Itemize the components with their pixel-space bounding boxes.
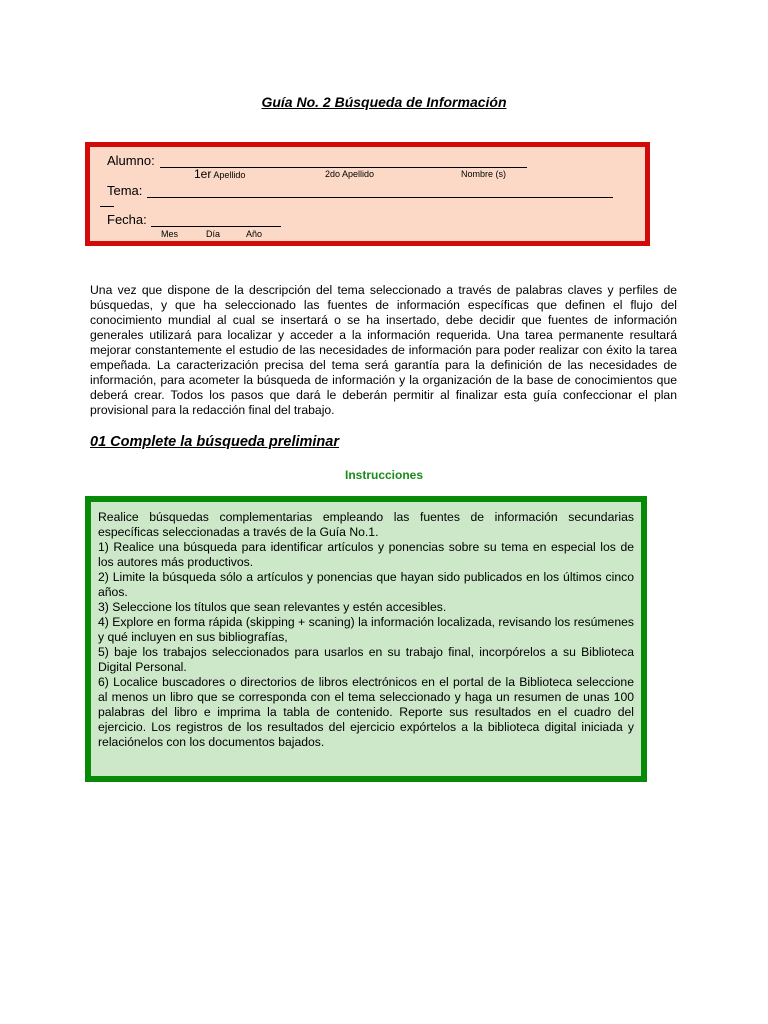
instruction-item-5: 5) baje los trabajos seleccionados para usarlos en su trabajo final, incorpórelos a su Biblioteca Digital Personal. (98, 645, 634, 674)
instructions-box (85, 496, 647, 782)
fecha-line (151, 226, 281, 227)
student-info-box (85, 142, 650, 246)
instruction-item-1: 1) Realice una búsqueda para identificar artículos y ponencias sobre su tema en especial los de los autores más productivos. (98, 540, 634, 569)
primer-apellido-caption: 1er Apellido (194, 167, 246, 181)
tema-label: Tema: (107, 183, 143, 198)
instructions-heading: Instrucciones (344, 468, 424, 482)
instruction-item-2: 2) Limite la búsqueda sólo a artículos y ponencias que hayan sido publicados en los últimos cinco años. (98, 570, 634, 599)
alumno-label: Alumno: (107, 153, 155, 168)
nombre-caption: Nombre (s) (461, 169, 507, 179)
intro-paragraph: Una vez que dispone de la descripción del tema seleccionado a través de palabras claves y perfiles de búsquedas, y que ha seleccionado las fuentes de información específicas que definen el flujo del conocimiento mundial al cual se insertará o se ha insertado, debe decidir que fuentes de información generales utilizará para localizar y acceder a la información requerida. Una tarea permanente resultará mejorar constantemente el estudio de las necesidades de información para poder realizar con éxito la tarea empeñada. La caracterización precisa del tema será garantía para la definición de las necesidades de información, para acometer la búsqueda de información y la organización de la base de conocimientos que deberá crear. Todos los pasos que dará le deberán permitir al finalizar esta guía confeccionar el plan provisional para la redacción final del trabajo. (90, 283, 677, 417)
fecha-label: Fecha: (107, 212, 147, 227)
segundo-apellido-caption: 2do Apellido (325, 169, 375, 179)
tema-line (147, 197, 613, 198)
tema-line-continuation (100, 206, 114, 207)
instruction-item-4: 4) Explore en forma rápida (skipping + scaning) la información localizada, revisando los resúmenes y qué incluyen en sus bibliografías, (98, 615, 634, 644)
page-title: Guía No. 2 Búsqueda de Información (261, 94, 507, 110)
section-title: 01 Complete la búsqueda preliminar (90, 434, 339, 450)
instruction-item-3: 3) Seleccione los títulos que sean relevantes y estén accesibles. (98, 600, 447, 614)
instruction-intro: Realice búsquedas complementarias empleando las fuentes de información secundarias específicas seleccionadas a través de la Guía No.1. (98, 510, 634, 539)
dia-caption: Día (206, 229, 221, 239)
anio-caption: Año (246, 229, 263, 239)
instruction-item-6: 6) Localice buscadores o directorios de libros electrónicos en el portal de la Biblioteca seleccione al menos un libro que se corresponda con el tema seleccionado y haga un resumen de unas 100 palabras del libro e imprima la tabla de contenido. Reporte sus resultados en el cuadro del ejercicio. Los registros de los resultados del ejercicio expórtelos a la biblioteca digital iniciada y relaciónelos con los documentos bajados. (98, 675, 634, 749)
mes-caption: Mes (161, 229, 179, 239)
instructions-text (98, 510, 634, 750)
